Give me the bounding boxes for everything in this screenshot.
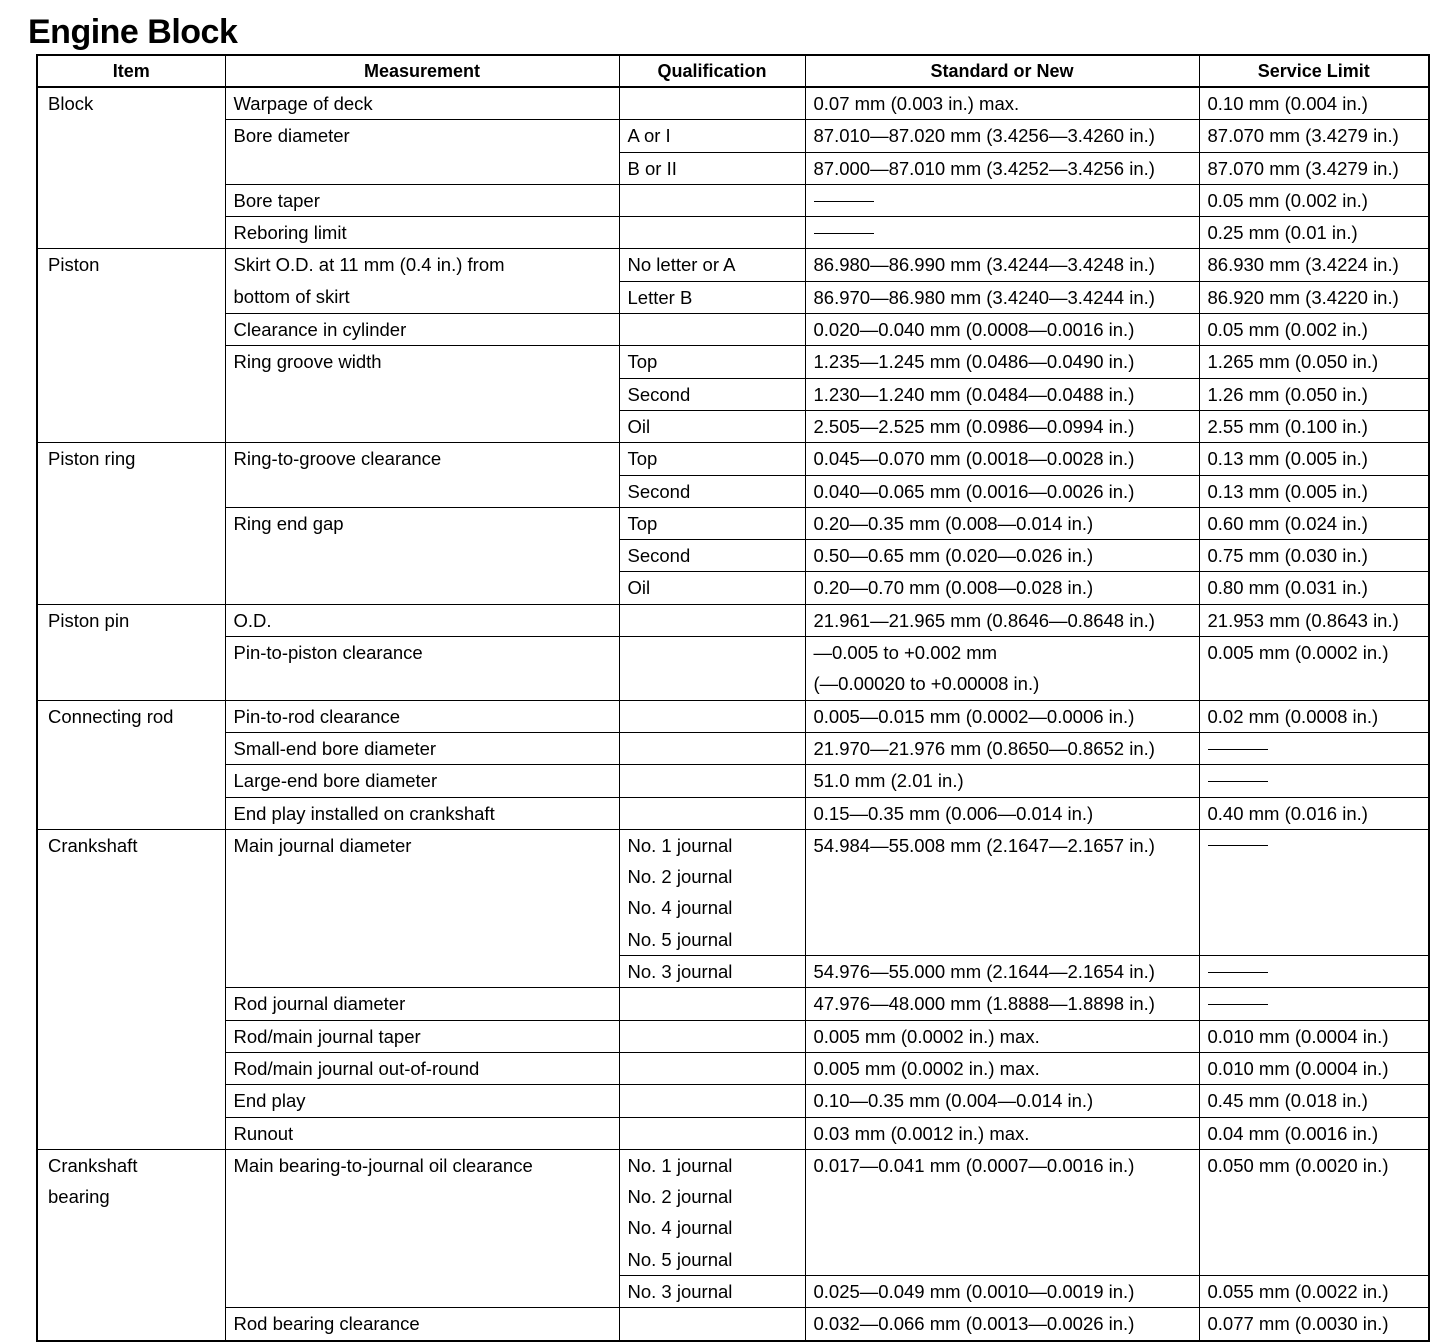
- standard-cell: 21.970—21.976 mm (0.8650—0.8652 in.): [805, 732, 1199, 764]
- standard-cell: 0.15—0.35 mm (0.006—0.014 in.): [805, 797, 1199, 829]
- qualification-cell: Top: [619, 443, 805, 475]
- measurement-cell: Reboring limit: [225, 217, 619, 249]
- table-row: [37, 700, 1429, 732]
- standard-cell: 51.0 mm (2.01 in.): [805, 765, 1199, 797]
- qualification-cell: [619, 700, 805, 732]
- qualification-cell: [619, 732, 805, 764]
- measurement-cell: Ring-to-groove clearance: [225, 443, 619, 508]
- table-row: [37, 765, 1429, 797]
- qualification-cell: B or II: [619, 152, 805, 184]
- service-limit-cell: 0.055 mm (0.0022 in.): [1199, 1275, 1429, 1307]
- table-row: [37, 829, 1429, 955]
- table-row: [37, 988, 1429, 1020]
- service-limit-cell: 87.070 mm (3.4279 in.): [1199, 120, 1429, 152]
- measurement-cell: [225, 249, 619, 314]
- service-limit-cell: 0.25 mm (0.01 in.): [1199, 217, 1429, 249]
- qualification-cell: No. 3 journal: [619, 956, 805, 988]
- standard-cell: 0.20—0.70 mm (0.008—0.028 in.): [805, 572, 1199, 604]
- qualification-cell: [619, 1149, 805, 1275]
- header-item: Item: [37, 55, 225, 87]
- service-limit-cell: 1.26 mm (0.050 in.): [1199, 378, 1429, 410]
- measurement-cell: Rod/main journal out-of-round: [225, 1052, 619, 1084]
- dash-mark: [1208, 1004, 1268, 1005]
- service-limit-cell: 87.070 mm (3.4279 in.): [1199, 152, 1429, 184]
- journal-label: No. 5 journal: [627, 1248, 733, 1270]
- service-limit-cell: 0.010 mm (0.0004 in.): [1199, 1052, 1429, 1084]
- table-row: [37, 732, 1429, 764]
- qualification-cell: [619, 1052, 805, 1084]
- standard-cell: 0.20—0.35 mm (0.008—0.014 in.): [805, 507, 1199, 539]
- standard-cell: 0.005—0.015 mm (0.0002—0.0006 in.): [805, 700, 1199, 732]
- qualification-cell: No letter or A: [619, 249, 805, 281]
- spec-table: [36, 54, 1430, 1342]
- qualification-cell: Letter B: [619, 281, 805, 313]
- table-row: [37, 797, 1429, 829]
- service-limit-cell: [1199, 765, 1429, 797]
- table-row: [37, 1052, 1429, 1084]
- measurement-cell: Rod journal diameter: [225, 988, 619, 1020]
- standard-cell: 54.976—55.000 mm (2.1644—2.1654 in.): [805, 956, 1199, 988]
- page-title: Engine Block: [28, 13, 238, 51]
- service-limit-cell: [1199, 956, 1429, 988]
- qualification-cell: A or I: [619, 120, 805, 152]
- measurement-cell: Warpage of deck: [225, 87, 619, 120]
- qualification-cell: Top: [619, 507, 805, 539]
- standard-cell: 86.970—86.980 mm (3.4240—3.4244 in.): [805, 281, 1199, 313]
- qualification-cell: [619, 87, 805, 120]
- dash-mark: [814, 233, 874, 234]
- table-row: [37, 1308, 1429, 1341]
- item-cell: [37, 1149, 225, 1340]
- measurement-cell: Bore taper: [225, 184, 619, 216]
- standard-cell: 0.017—0.041 mm (0.0007—0.0016 in.): [805, 1149, 1199, 1275]
- measurement-cell: Main journal diameter: [225, 829, 619, 987]
- table-row: [37, 443, 1429, 475]
- measurement-cell: Clearance in cylinder: [225, 314, 619, 346]
- measurement-cell: O.D.: [225, 604, 619, 636]
- dash-mark: [1208, 749, 1268, 750]
- service-limit-cell: 0.02 mm (0.0008 in.): [1199, 700, 1429, 732]
- service-limit-cell: 0.05 mm (0.002 in.): [1199, 314, 1429, 346]
- journal-label: No. 4 journal: [627, 1217, 733, 1239]
- standard-cell: 21.961—21.965 mm (0.8646—0.8648 in.): [805, 604, 1199, 636]
- service-limit-cell: 0.04 mm (0.0016 in.): [1199, 1117, 1429, 1149]
- standard-cell: 0.005 mm (0.0002 in.) max.: [805, 1020, 1199, 1052]
- table-row: [37, 346, 1429, 378]
- service-limit-cell: 0.40 mm (0.016 in.): [1199, 797, 1429, 829]
- service-limit-cell: 86.930 mm (3.4224 in.): [1199, 249, 1429, 281]
- standard-cell: 54.984—55.008 mm (2.1647—2.1657 in.): [805, 829, 1199, 955]
- table-row: [37, 507, 1429, 539]
- qualification-cell: [619, 184, 805, 216]
- journal-label: No. 2 journal: [627, 1186, 733, 1208]
- measurement-cell: End play installed on crankshaft: [225, 797, 619, 829]
- qualification-cell: Oil: [619, 572, 805, 604]
- item-cell: Connecting rod: [37, 700, 225, 829]
- service-limit-cell: 1.265 mm (0.050 in.): [1199, 346, 1429, 378]
- service-limit-cell: 0.077 mm (0.0030 in.): [1199, 1308, 1429, 1341]
- service-limit-cell: [1199, 732, 1429, 764]
- standard-cell: 0.032—0.066 mm (0.0013—0.0026 in.): [805, 1308, 1199, 1341]
- qualification-cell: [619, 988, 805, 1020]
- standard-cell: 47.976—48.000 mm (1.8888—1.8898 in.): [805, 988, 1199, 1020]
- service-limit-cell: 0.80 mm (0.031 in.): [1199, 572, 1429, 604]
- header-measurement: Measurement: [225, 55, 619, 87]
- header-row: [37, 55, 1429, 87]
- qualification-cell: [619, 637, 805, 701]
- standard-cell: 1.230—1.240 mm (0.0484—0.0488 in.): [805, 378, 1199, 410]
- table-row: [37, 1117, 1429, 1149]
- service-limit-cell: 21.953 mm (0.8643 in.): [1199, 604, 1429, 636]
- item-cell: Block: [37, 87, 225, 249]
- measurement-line: Skirt O.D. at 11 mm (0.4 in.) from: [233, 254, 505, 276]
- service-limit-cell: 0.005 mm (0.0002 in.): [1199, 637, 1429, 701]
- qualification-cell: [619, 1085, 805, 1117]
- dash-mark: [814, 201, 874, 202]
- table-row: [37, 1149, 1429, 1275]
- qualification-cell: [619, 765, 805, 797]
- standard-cell: 0.045—0.070 mm (0.0018—0.0028 in.): [805, 443, 1199, 475]
- standard-cell: 87.000—87.010 mm (3.4252—3.4256 in.): [805, 152, 1199, 184]
- item-cell: Piston: [37, 249, 225, 443]
- standard-cell: 0.040—0.065 mm (0.0016—0.0026 in.): [805, 475, 1199, 507]
- table-row: [37, 217, 1429, 249]
- measurement-cell: Small-end bore diameter: [225, 732, 619, 764]
- table-row: [37, 249, 1429, 281]
- measurement-cell: End play: [225, 1085, 619, 1117]
- standard-cell: [805, 217, 1199, 249]
- item-line: bearing: [48, 1186, 110, 1208]
- measurement-cell: Pin-to-rod clearance: [225, 700, 619, 732]
- service-limit-cell: 2.55 mm (0.100 in.): [1199, 410, 1429, 442]
- standard-cell: 87.010—87.020 mm (3.4256—3.4260 in.): [805, 120, 1199, 152]
- service-limit-cell: 0.05 mm (0.002 in.): [1199, 184, 1429, 216]
- standard-line: —0.005 to +0.002 mm: [813, 642, 998, 664]
- item-line: Crankshaft: [48, 1154, 138, 1176]
- item-cell: Piston pin: [37, 604, 225, 700]
- measurement-line: bottom of skirt: [233, 285, 350, 307]
- dash-mark: [1208, 781, 1268, 782]
- header-qualification: Qualification: [619, 55, 805, 87]
- table-row: [37, 87, 1429, 120]
- table-row: [37, 637, 1429, 701]
- standard-cell: 2.505—2.525 mm (0.0986—0.0994 in.): [805, 410, 1199, 442]
- standard-cell: [805, 637, 1199, 701]
- measurement-cell: Large-end bore diameter: [225, 765, 619, 797]
- journal-label: No. 2 journal: [627, 866, 733, 888]
- table-row: [37, 184, 1429, 216]
- header-standard: Standard or New: [805, 55, 1199, 87]
- qualification-cell: [619, 1020, 805, 1052]
- standard-cell: 0.005 mm (0.0002 in.) max.: [805, 1052, 1199, 1084]
- item-cell: Crankshaft: [37, 829, 225, 1149]
- qualification-cell: [619, 1117, 805, 1149]
- service-limit-cell: 0.050 mm (0.0020 in.): [1199, 1149, 1429, 1275]
- standard-cell: 1.235—1.245 mm (0.0486—0.0490 in.): [805, 346, 1199, 378]
- qualification-cell: Top: [619, 346, 805, 378]
- service-limit-cell: 0.13 mm (0.005 in.): [1199, 475, 1429, 507]
- measurement-cell: Runout: [225, 1117, 619, 1149]
- standard-cell: 0.03 mm (0.0012 in.) max.: [805, 1117, 1199, 1149]
- table-row: [37, 604, 1429, 636]
- qualification-cell: [619, 797, 805, 829]
- qualification-cell: Second: [619, 540, 805, 572]
- standard-cell: 0.020—0.040 mm (0.0008—0.0016 in.): [805, 314, 1199, 346]
- qualification-cell: Second: [619, 475, 805, 507]
- dash-mark: [1208, 845, 1268, 846]
- service-limit-cell: [1199, 829, 1429, 955]
- measurement-cell: Rod/main journal taper: [225, 1020, 619, 1052]
- measurement-cell: Pin-to-piston clearance: [225, 637, 619, 701]
- measurement-cell: Ring end gap: [225, 507, 619, 604]
- qualification-cell: Oil: [619, 410, 805, 442]
- service-limit-cell: [1199, 988, 1429, 1020]
- table-row: [37, 1085, 1429, 1117]
- table-row: [37, 120, 1429, 152]
- service-limit-cell: 0.010 mm (0.0004 in.): [1199, 1020, 1429, 1052]
- qualification-cell: [619, 604, 805, 636]
- standard-cell: [805, 184, 1199, 216]
- service-limit-cell: 0.13 mm (0.005 in.): [1199, 443, 1429, 475]
- service-limit-cell: 0.10 mm (0.004 in.): [1199, 87, 1429, 120]
- measurement-cell: Main bearing-to-journal oil clearance: [225, 1149, 619, 1307]
- standard-cell: 0.50—0.65 mm (0.020—0.026 in.): [805, 540, 1199, 572]
- qualification-cell: [619, 217, 805, 249]
- measurement-cell: Bore diameter: [225, 120, 619, 185]
- measurement-cell: Ring groove width: [225, 346, 619, 443]
- qualification-cell: [619, 314, 805, 346]
- measurement-cell: Rod bearing clearance: [225, 1308, 619, 1341]
- journal-label: No. 1 journal: [627, 1154, 733, 1176]
- service-limit-cell: 0.60 mm (0.024 in.): [1199, 507, 1429, 539]
- journal-label: No. 5 journal: [627, 928, 733, 950]
- journal-label: No. 1 journal: [627, 834, 733, 856]
- qualification-cell: Second: [619, 378, 805, 410]
- service-limit-cell: 0.45 mm (0.018 in.): [1199, 1085, 1429, 1117]
- standard-cell: 0.07 mm (0.003 in.) max.: [805, 87, 1199, 120]
- dash-mark: [1208, 972, 1268, 973]
- standard-cell: 0.10—0.35 mm (0.004—0.014 in.): [805, 1085, 1199, 1117]
- standard-line: (—0.00020 to +0.00008 in.): [813, 673, 1040, 695]
- qualification-cell: No. 3 journal: [619, 1275, 805, 1307]
- qualification-cell: [619, 829, 805, 955]
- table-row: [37, 1020, 1429, 1052]
- journal-label: No. 4 journal: [627, 897, 733, 919]
- table-row: [37, 314, 1429, 346]
- standard-cell: 0.025—0.049 mm (0.0010—0.0019 in.): [805, 1275, 1199, 1307]
- standard-cell: 86.980—86.990 mm (3.4244—3.4248 in.): [805, 249, 1199, 281]
- service-limit-cell: 86.920 mm (3.4220 in.): [1199, 281, 1429, 313]
- header-service-limit: Service Limit: [1199, 55, 1429, 87]
- item-cell: Piston ring: [37, 443, 225, 604]
- service-limit-cell: 0.75 mm (0.030 in.): [1199, 540, 1429, 572]
- qualification-cell: [619, 1308, 805, 1341]
